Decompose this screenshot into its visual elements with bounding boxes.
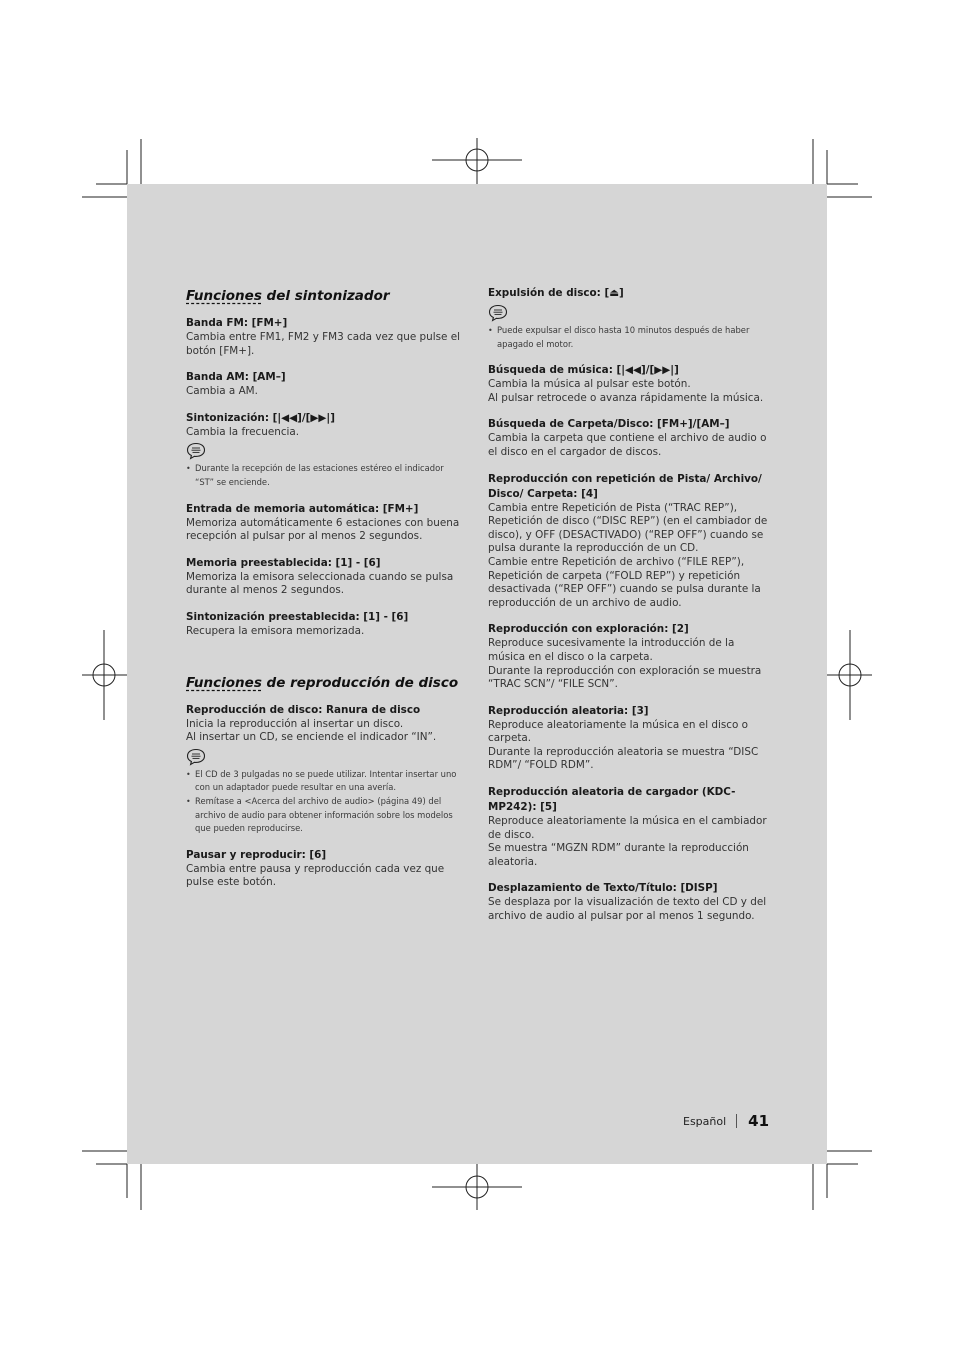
entry-body: Cambia entre pausa y reproducción cada vez que pulse este botón. <box>186 862 445 889</box>
entry-auto-memory <box>186 502 464 544</box>
entry-text-scroll <box>488 881 770 923</box>
note-list <box>488 324 770 351</box>
note-item: • El CD de 3 pulgadas no se puede utilizar. Intentar insertar uno con un adaptador puede resultar en una avería. <box>186 768 464 795</box>
entry-title: Reproducción aleatoria de cargador (KDC-MP242): [5] <box>488 786 736 814</box>
entry-title: Reproducción con repetición de Pista/ Archivo/ Disco/ Carpeta: [4] <box>488 472 762 500</box>
entry-title: Expulsión de disco: [⏏] <box>488 287 624 299</box>
entry-title: Memoria preestablecida: [1] - [6] <box>186 556 381 569</box>
page-number: 41 <box>748 1112 770 1130</box>
entry-scan-play <box>488 622 770 691</box>
entry-body: Cambia la carpeta que contiene el archivo de audio o el disco en el cargador de discos. <box>488 432 767 458</box>
entry-body: Recupera la emisora memorizada. <box>186 624 365 637</box>
entry-pause-play <box>186 848 464 890</box>
entry-music-search <box>488 363 770 405</box>
footer-language: Español <box>683 1114 727 1128</box>
entry-body: Memoriza la emisora seleccionada cuando se pulsa durante al menos 2 segundos. <box>186 570 454 597</box>
entry-body: Cambia la frecuencia. <box>186 425 300 438</box>
section-disc-playback <box>186 673 464 890</box>
section-tuner <box>186 286 464 639</box>
entry-repeat-play <box>488 472 770 611</box>
section-title: Funciones del sintonizador <box>186 288 390 304</box>
right-column <box>488 286 770 936</box>
note-icon <box>186 748 206 766</box>
left-column <box>186 286 464 902</box>
note-list <box>186 462 464 489</box>
note-icon <box>488 304 508 322</box>
entry-preset-memory <box>186 556 464 598</box>
entry-title: Reproducción de disco: Ranura de disco <box>186 703 421 716</box>
entry-body: Memoriza automáticamente 6 estaciones con buena recepción al pulsar por al menos 2 segundos. <box>186 516 460 543</box>
note-icon <box>186 442 206 460</box>
entry-disc-eject <box>488 286 770 351</box>
entry-title: Búsqueda de Carpeta/Disco: [FM+]/[AM–] <box>488 418 730 431</box>
entry-body: Cambia entre Repetición de Pista (“TRAC REP”), Repetición de disco (“DISC REP”) (en el cambiador de disco), y OFF (DESACTIVADO) (“REP OFF”) cuando se pulsa durante la reproducción de un CD. Cambie entre Repetición de archivo (“FILE REP”), Repetición de carpeta (“FOLD REP”) y repetición desactivada (“REP OFF”) cuando se pulsa durante la reproducción de un archivo de audio. <box>488 501 768 609</box>
entry-random-play <box>488 704 770 773</box>
entry-body: Inicia la reproducción al insertar un disco. Al insertar un CD, se enciende el indicador “IN”. <box>186 717 437 744</box>
section-title: Funciones de reproducción de disco <box>186 674 459 691</box>
entry-fm-band <box>186 316 464 358</box>
entry-title: Reproducción aleatoria: [3] <box>488 704 649 717</box>
note-item: • Durante la recepción de las estaciones estéreo el indicador “ST” se enciende. <box>186 462 464 489</box>
entry-title: Entrada de memoria automática: [FM+] <box>186 502 419 515</box>
entry-body: Se desplaza por la visualización de texto del CD y del archivo de audio al pulsar por al menos 1 segundo. <box>488 896 767 923</box>
note-list <box>186 768 464 836</box>
footer-divider <box>736 1114 737 1128</box>
entry-tuning <box>186 411 464 490</box>
entry-folder-disc-search <box>488 417 770 459</box>
entry-title: Banda AM: [AM–] <box>186 371 286 384</box>
entry-body: Cambia a AM. <box>186 385 258 398</box>
page-footer <box>683 1110 769 1132</box>
entry-title: Desplazamiento de Texto/Título: [DISP] <box>488 882 718 895</box>
entry-body: Cambia la música al pulsar este botón. Al pulsar retrocede o avanza rápidamente la música. <box>488 378 764 404</box>
entry-magazine-random-play <box>488 785 770 869</box>
note-item: • Remítase a <Acerca del archivo de audio> (página 49) del archivo de audio para obtener información sobre los modelos que pueden reproducirse. <box>186 795 464 836</box>
entry-body: Cambia entre FM1, FM2 y FM3 cada vez que pulse el botón [FM+]. <box>186 331 460 357</box>
entry-title: Sintonización: [|◀◀]/[▶▶|] <box>186 411 335 424</box>
entry-title: Búsqueda de música: [|◀◀]/[▶▶|] <box>488 364 679 377</box>
entry-disc-play <box>186 703 464 836</box>
entry-body: Reproduce aleatoriamente la música en el cambiador de disco. Se muestra “MGZN RDM” durante la reproducción aleatoria. <box>488 815 767 868</box>
entry-title: Pausar y reproducir: [6] <box>186 848 327 861</box>
entry-title: Reproducción con exploración: [2] <box>488 623 689 636</box>
entry-preset-tuning <box>186 610 464 639</box>
entry-body: Reproduce aleatoriamente la música en el disco o carpeta. Durante la reproducción aleatoria se muestra “DISC RDM”/ “FOLD RDM”. <box>488 718 759 772</box>
entry-title: Banda FM: [FM+] <box>186 317 288 329</box>
entry-title: Sintonización preestablecida: [1] - [6] <box>186 610 409 623</box>
entry-am-band <box>186 370 464 399</box>
note-item: • Puede expulsar el disco hasta 10 minutos después de haber apagado el motor. <box>488 324 770 351</box>
entry-body: Reproduce sucesivamente la introducción de la música en el disco o la carpeta. Durante la reproducción con exploración se muestra “TRAC SCN”/ “FILE SCN”. <box>488 637 762 691</box>
